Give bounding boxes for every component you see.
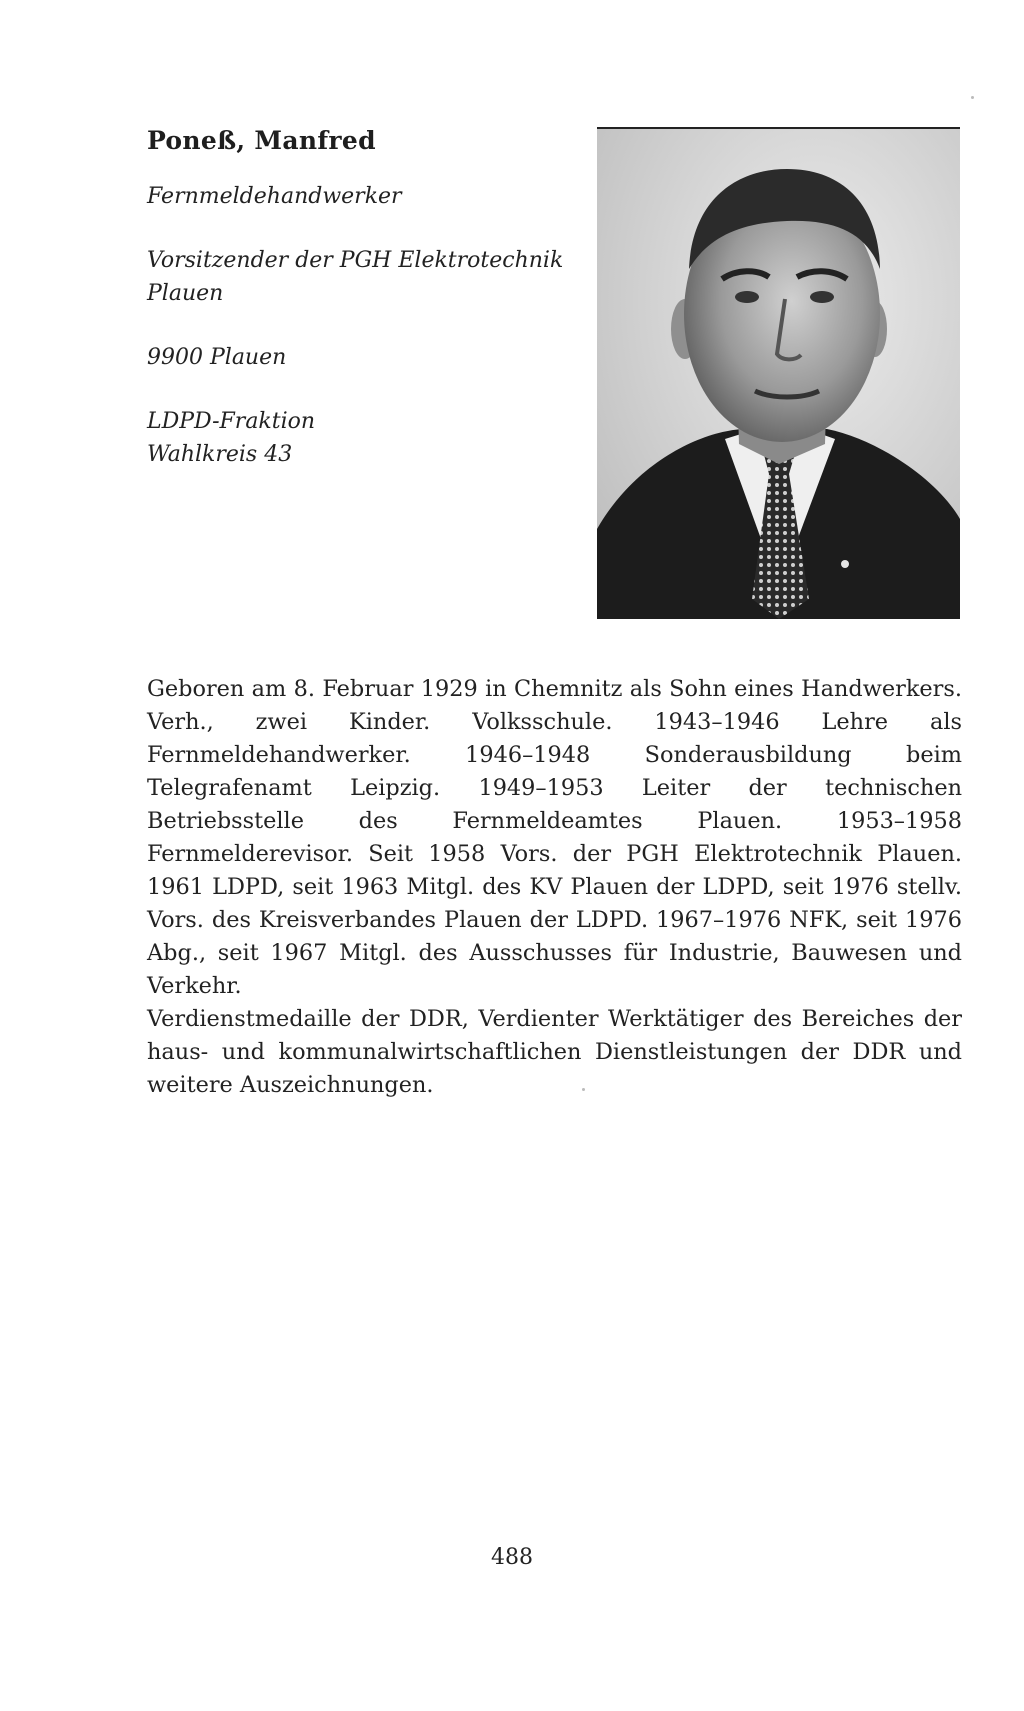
person-name: Poneß, Manfred xyxy=(147,126,376,155)
faction: LDPD-Fraktion xyxy=(147,409,316,434)
biography-paragraph-2: Verdienstmedaille der DDR, Verdienter Werktätiger des Bereiches der haus- und kommunalwirtschaftlichen Dienstleistungen der DDR und weitere Auszeichnungen. xyxy=(147,1006,962,1098)
page-number: 488 xyxy=(491,1545,533,1570)
biography xyxy=(147,673,962,1102)
portrait-image xyxy=(597,129,960,619)
portrait-photo xyxy=(597,127,960,619)
constituency: Wahlkreis 43 xyxy=(147,442,293,467)
position-line-2: Plauen xyxy=(147,281,224,306)
occupation: Fernmeldehandwerker xyxy=(147,184,402,209)
scan-speck xyxy=(971,96,974,99)
address: 9900 Plauen xyxy=(147,345,287,370)
person-details xyxy=(147,180,567,471)
position-line-1: Vorsitzender der PGH Elektrotechnik xyxy=(147,248,564,273)
biography-paragraph-1: Geboren am 8. Februar 1929 in Chemnitz als Sohn eines Handwerkers. Verh., zwei Kinder. Volksschule. 1943–1946 Lehre als Fernmeldehandwerker. 1946–1948 Sonderausbildung beim Telegrafenamt Leipzig. 1949–1953 Leiter der technischen Betriebsstelle des Fernmeldeamtes Plauen. 1953–1958 Fernmelderevisor. Seit 1958 Vors. der PGH Elektrotechnik Plauen. 1961 LDPD, seit 1963 Mitgl. des KV Plauen der LDPD, seit 1976 stellv. Vors. des Kreisverbandes Plauen der LDPD. 1967–1976 NFK, seit 1976 Abg., seit 1967 Mitgl. des Ausschusses für Industrie, Bauwesen und Verkehr. xyxy=(147,676,962,999)
scan-speck xyxy=(582,1088,585,1091)
